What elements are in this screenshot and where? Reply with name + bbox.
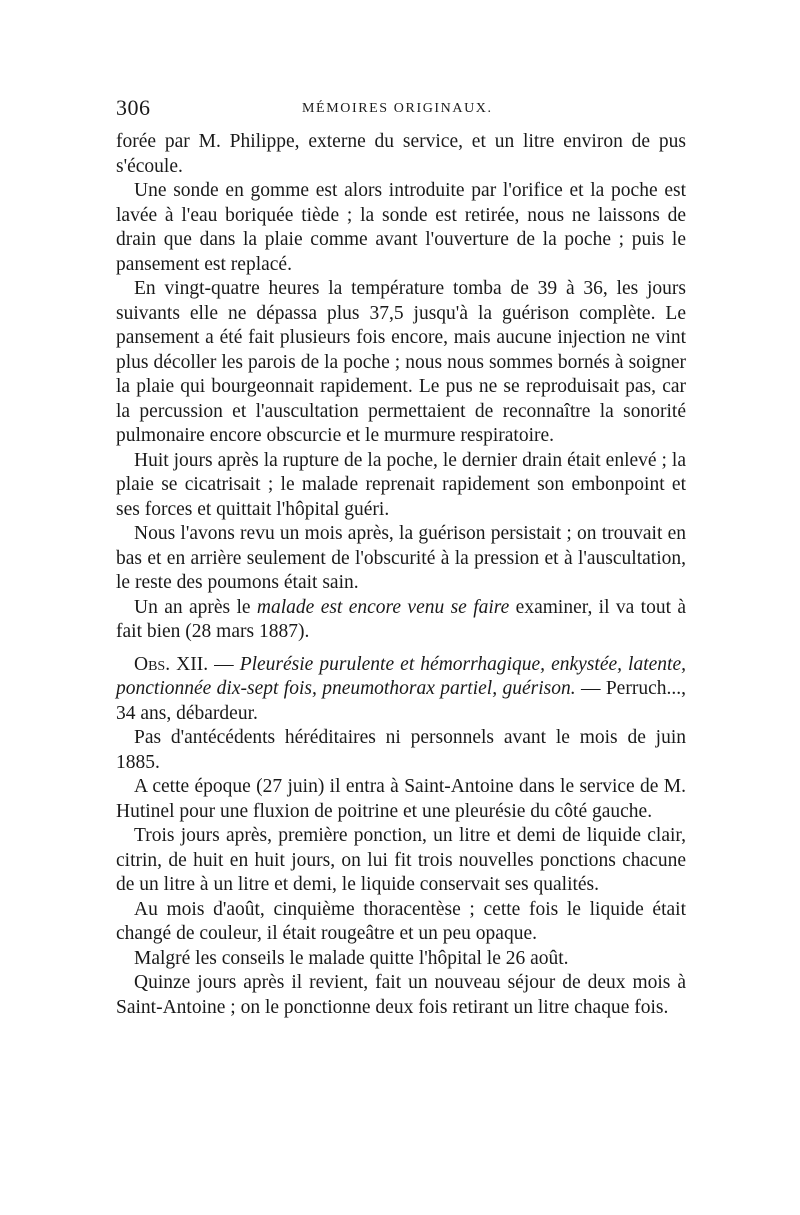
observation-dash: — — [208, 653, 240, 675]
observation-title: Pleurésie purulente et hémorrhagique, enkystée, latente, ponctionnée dix-sept fois, pneumothorax partiel, guérison. — [116, 653, 686, 699]
paragraph: Nous l'avons revu un mois après, la guérison persistait ; on trouvait en bas et en arrière seulement de l'obscurité à la pression et à l'auscultation, le reste des poumons était sain. — [116, 523, 686, 593]
page-number: 306 — [116, 95, 151, 120]
paragraph: forée par M. Philippe, externe du service, et un litre environ de pus s'écoule. — [116, 131, 686, 177]
paragraph: Malgré les conseils le malade quitte l'hôpital le 26 août. — [134, 947, 569, 969]
running-title: MÉMOIRES ORIGINAUX. — [302, 101, 493, 116]
paragraph: A cette époque (27 juin) il entra à Saint-Antoine dans le service de M. Hutinel pour une fluxion de poitrine et une pleurésie du côté gauche. — [116, 776, 686, 822]
paragraph-text: examiner, il va tout à fait bien (28 mars 1887). — [116, 596, 687, 642]
paragraph: Quinze jours après il revient, fait un nouveau séjour de deux mois à Saint-Antoine ; on le ponctionne deux fois retirant un litre chaque fois. — [116, 972, 686, 1018]
observation-patient: — Perruch..., 34 ans, débardeur. — [116, 678, 686, 724]
page-header — [116, 95, 686, 125]
paragraph: Au mois d'août, cinquième thoracentèse ; cette fois le liquide était changé de couleur, il était rougeâtre et un peu opaque. — [116, 898, 686, 944]
paragraph: Pas d'antécédents héréditaires ni personnels avant le mois de juin 1885. — [116, 727, 686, 773]
page-body — [116, 130, 686, 1020]
paragraph: En vingt-quatre heures la température tomba de 39 à 36, les jours suivants elle ne dépassa plus 37,5 jusqu'à la guérison complète. Le pansement a été fait plusieurs fois encore, mais aucune injection ne vint plus décoller les parois de la poche ; nous nous sommes bornés à soigner la plaie qui bourgeonnait rapidement. Le pus ne se reproduisait pas, car la percussion et l'auscultation permettaient de reconnaître la sonorité pulmonaire encore obscurcie et le murmure respiratoire. — [116, 278, 686, 446]
observation-label: Obs. XII. — [134, 653, 209, 675]
paragraph: Une sonde en gomme est alors introduite par l'orifice et la poche est lavée à l'eau boriquée tiède ; la sonde est retirée, nous ne laissons de drain que dans la plaie comme avant l'ouverture de la poche ; puis le pansement est replacé. — [116, 180, 686, 275]
paragraph: Trois jours après, première ponction, un litre et demi de liquide clair, citrin, de huit en huit jours, on lui fit trois nouvelles ponctions chacune de un litre à un litre et demi, le liquide conservait ses qualités. — [116, 825, 686, 895]
observation-heading — [116, 653, 686, 727]
paragraph-italic-text: malade est encore venu se faire — [256, 596, 510, 618]
paragraph-text: Un an après le — [134, 596, 257, 618]
paragraph — [116, 596, 686, 645]
paragraph: Huit jours après la rupture de la poche, le dernier drain était enlevé ; la plaie se cicatrisait ; le malade reprenait rapidement son embonpoint et ses forces et quittait l'hôpital guéri. — [116, 449, 686, 520]
